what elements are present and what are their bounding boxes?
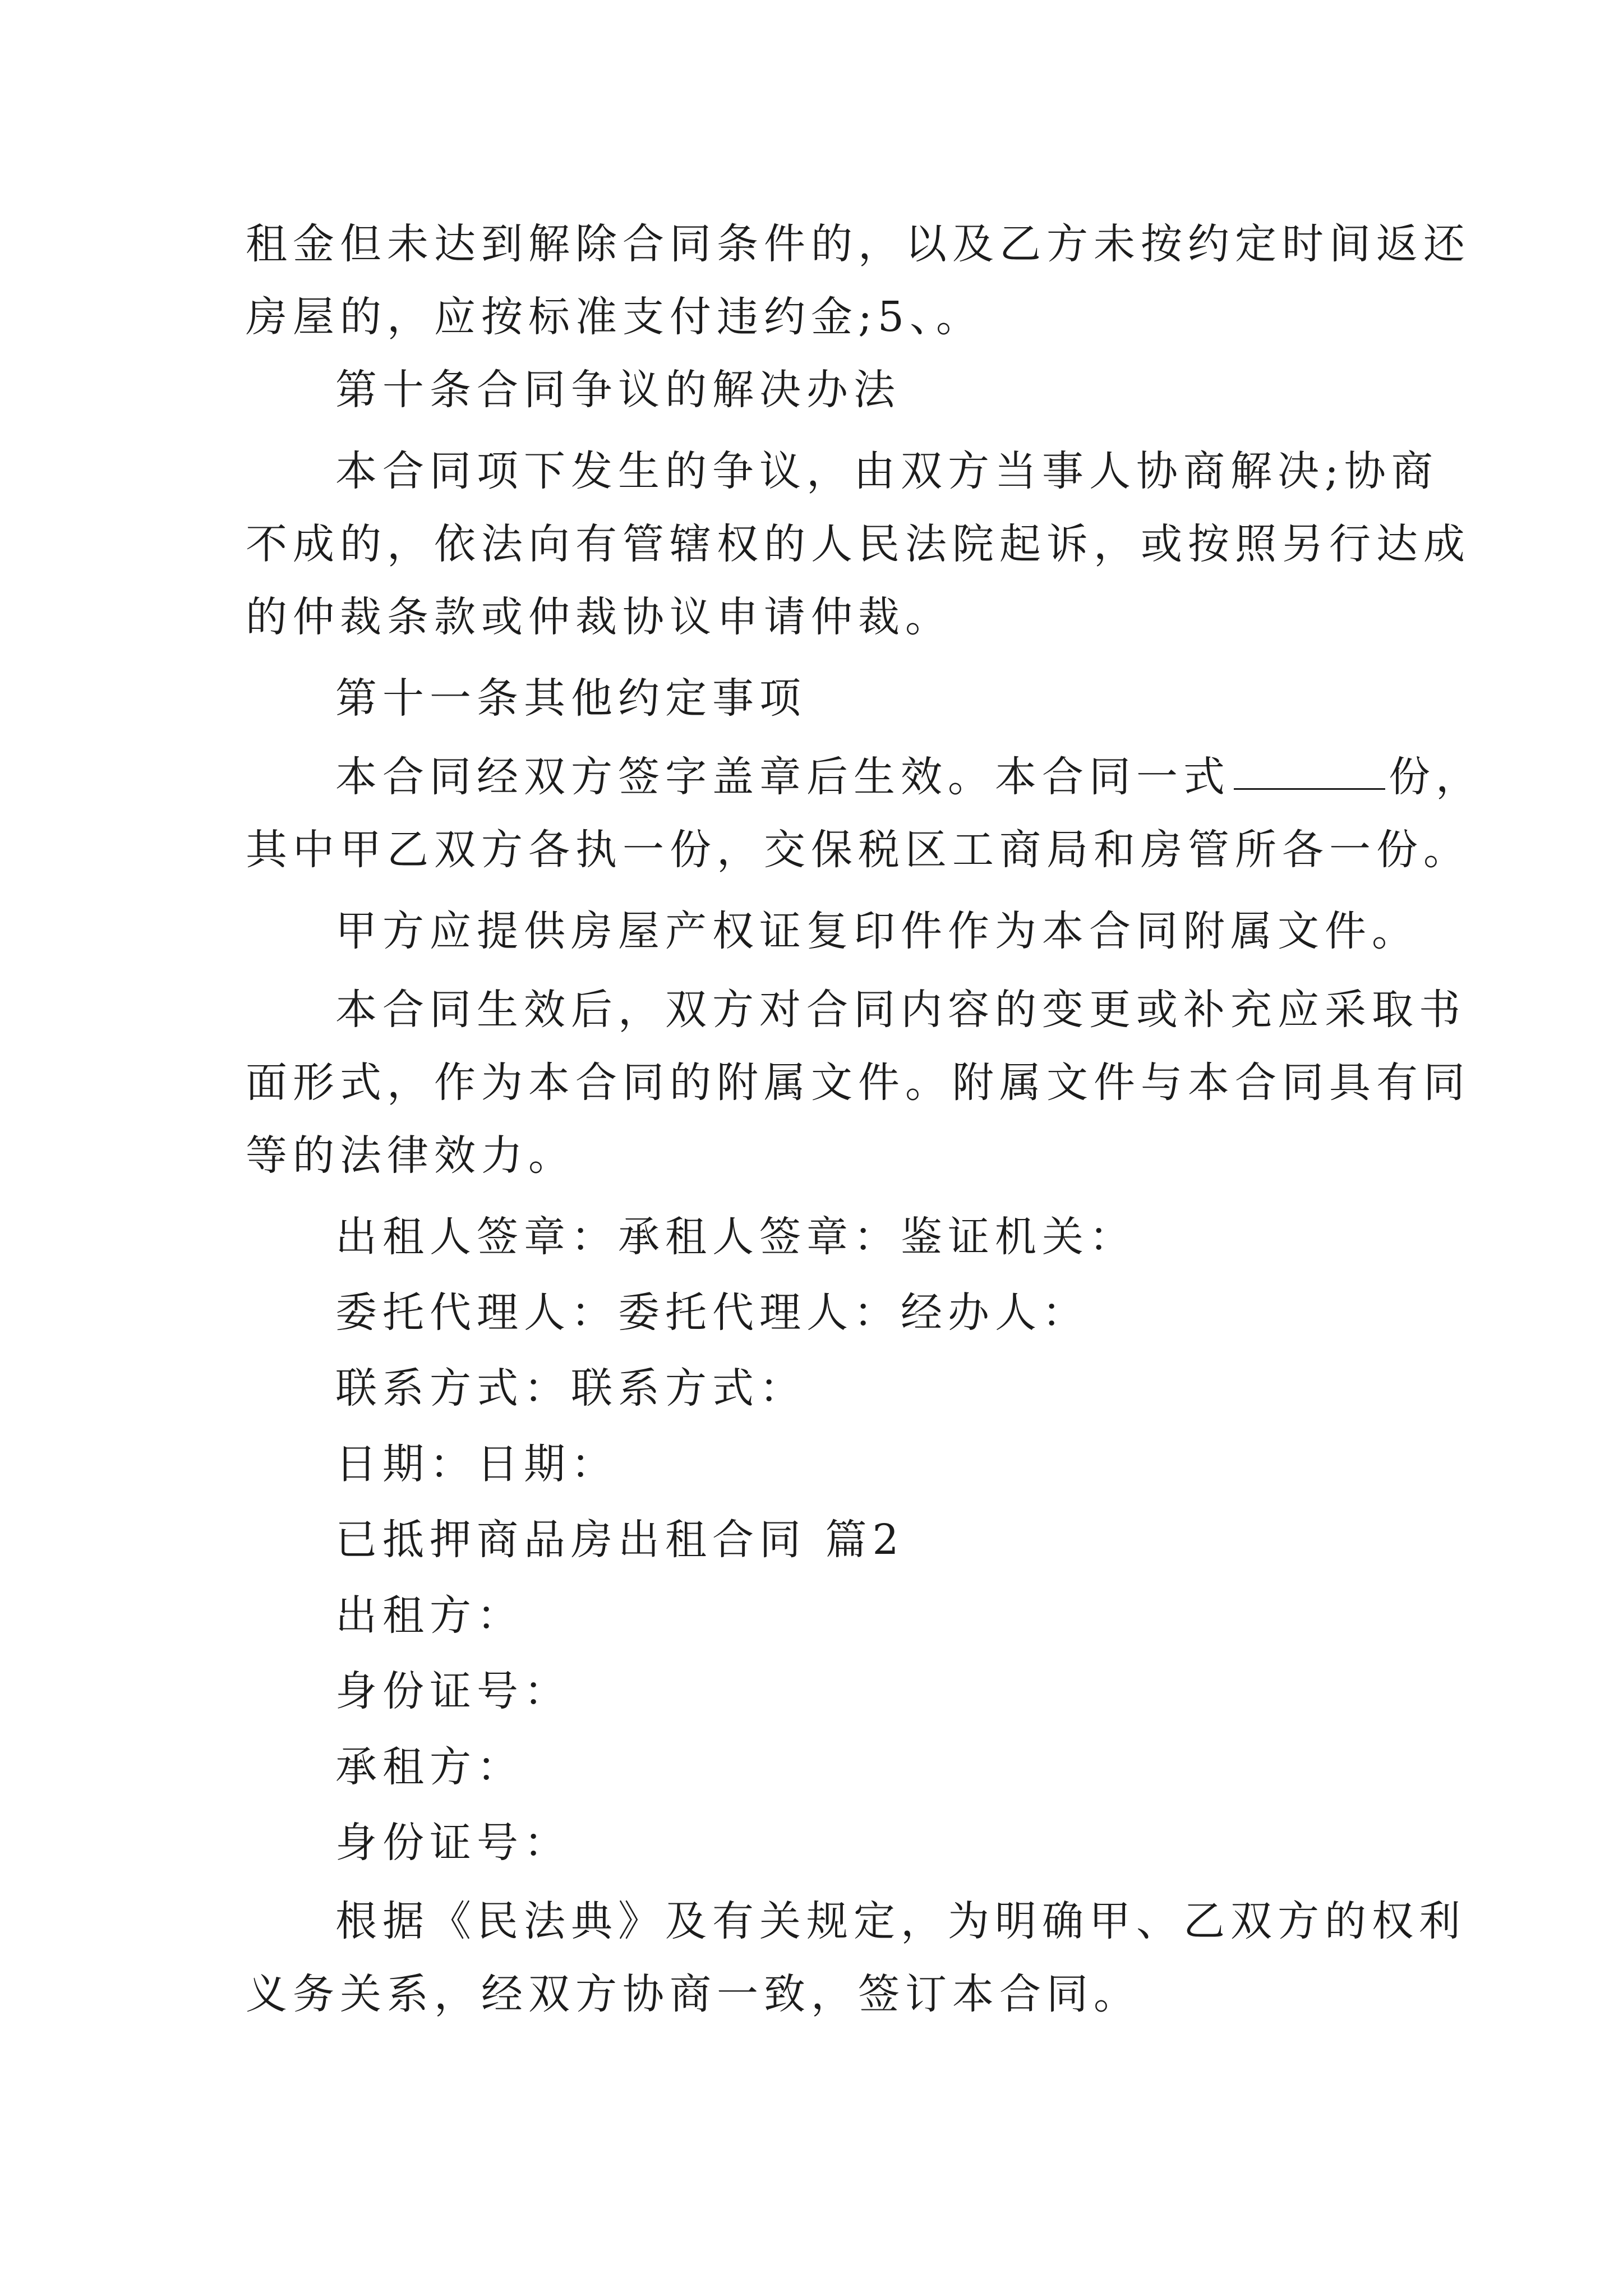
- copies-blank-field: [1234, 749, 1385, 790]
- agent-line: 委托代理人：委托代理人：经办人：: [335, 1289, 1089, 1337]
- lessor-label: 出租方：: [335, 1591, 524, 1640]
- paragraph-line: 本合同生效后，双方对合同内容的变更或补充应采取书: [335, 986, 1466, 1034]
- contact-line: 联系方式：联系方式：: [335, 1364, 806, 1412]
- contract-title: 已抵押商品房出租合同 篇2: [335, 1516, 905, 1564]
- section-heading: 第十一条其他约定事项: [335, 674, 806, 723]
- copies-text-after: 份，: [1389, 753, 1483, 801]
- paragraph-line: 本合同项下发生的争议，由双方当事人协商解决;协商: [335, 447, 1438, 495]
- paragraph-line: 根据《民法典》及有关规定，为明确甲、乙双方的权利: [335, 1897, 1466, 1945]
- copies-line: [335, 749, 1483, 805]
- paragraph-line: 不成的，依法向有管辖权的人民法院起诉，或按照另行达成: [246, 520, 1470, 568]
- lessee-label: 承租方：: [335, 1743, 524, 1791]
- lessee-id-label: 身份证号：: [335, 1819, 571, 1867]
- paragraph-line: 等的法律效力。: [246, 1131, 575, 1180]
- lessor-id-label: 身份证号：: [335, 1667, 571, 1715]
- section-heading: 第十条合同争议的解决办法: [335, 366, 901, 414]
- paragraph-line: 租金但未达到解除合同条件的，以及乙方未按约定时间返还: [246, 220, 1470, 268]
- paragraph-line: 其中甲乙双方各执一份，交保税区工商局和房管所各一份。: [246, 826, 1470, 874]
- paragraph-line: 面形式，作为本合同的附属文件。附属文件与本合同具有同: [246, 1059, 1470, 1107]
- paragraph-line: 房屋的，应按标准支付违约金;5、。: [246, 293, 984, 341]
- paragraph-line: 甲方应提供房屋产权证复印件作为本合同附属文件。: [335, 907, 1419, 955]
- date-line: 日期：日期：: [335, 1440, 618, 1488]
- paragraph-line: 义务关系，经双方协商一致，签订本合同。: [246, 1970, 1141, 2018]
- paragraph-line: 的仲裁条款或仲裁协议申请仲裁。: [246, 593, 952, 641]
- copies-text-before: 本合同经双方签字盖章后生效。本合同一式: [335, 753, 1230, 801]
- signature-line: 出租人签章：承租人签章：鉴证机关：: [335, 1213, 1136, 1261]
